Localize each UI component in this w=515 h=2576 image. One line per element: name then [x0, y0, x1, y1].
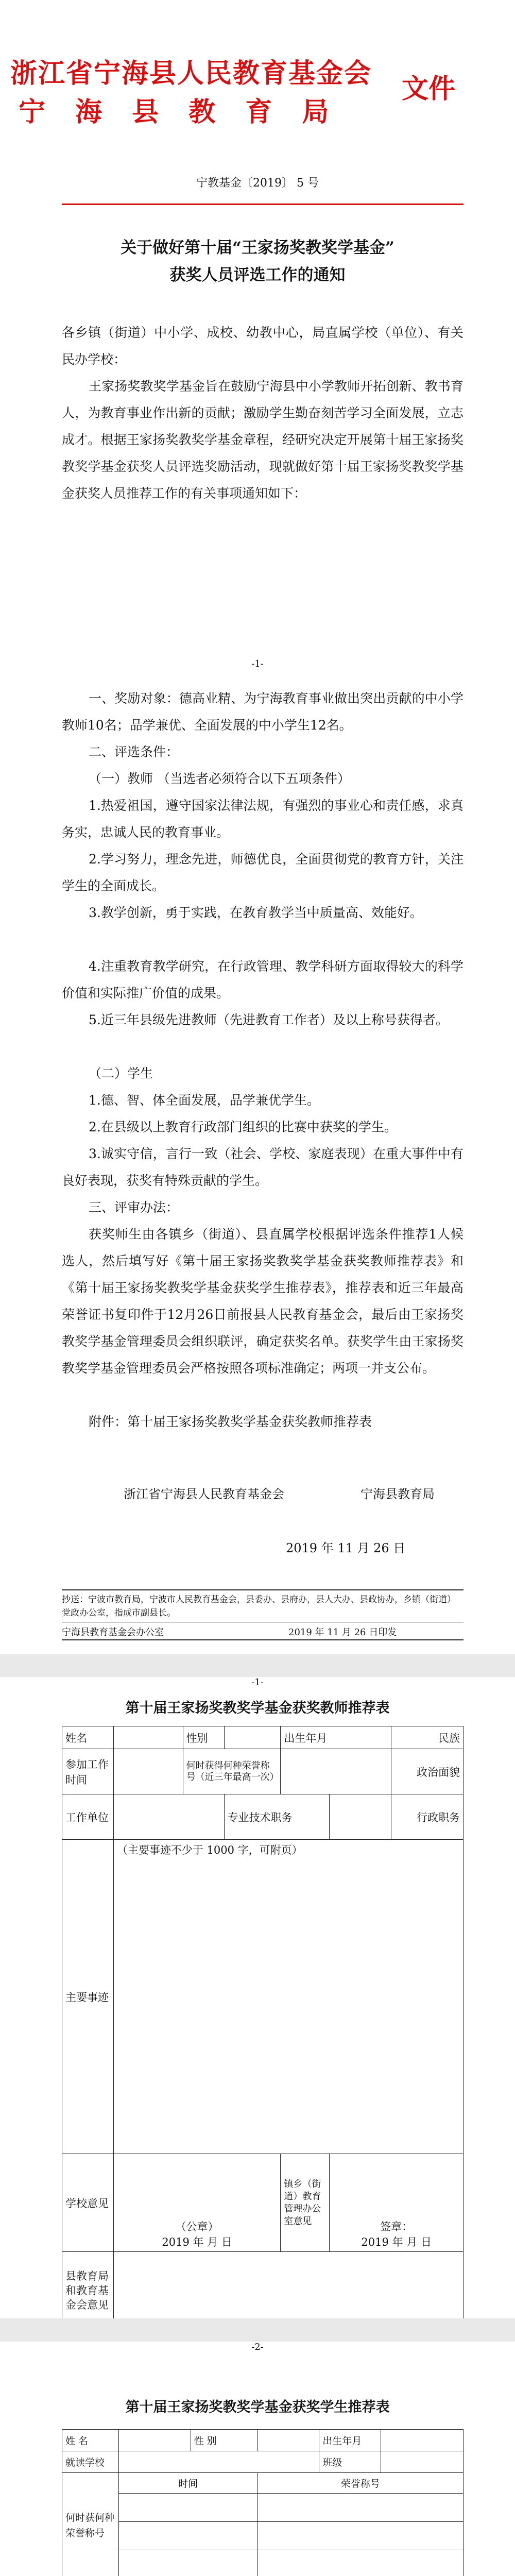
- page-gap: [0, 2318, 515, 2342]
- cc-line: 抄送：宁波市教育局，宁波市人民教育基金会，县委办、县府办，县人大办、县政协办，乡镇（街道）党政办公室，指成市副县长。: [62, 1595, 456, 1618]
- work-start-label: 参加工作时间: [62, 1749, 114, 1794]
- admin-label: 行政职务: [391, 1794, 464, 1840]
- birth-label: 出生年月: [319, 2430, 381, 2451]
- honor-name-cell[interactable]: [258, 2550, 464, 2576]
- page-marker: -1-: [251, 1677, 264, 1688]
- time-header: 时间: [118, 2473, 258, 2494]
- school-label: 就读学校: [62, 2451, 119, 2473]
- birth-value[interactable]: [381, 2430, 464, 2451]
- intro-paragraph: 王家扬奖教奖学基金旨在鼓励宁海县中小学教师开拓创新、教书育人，为教育事业作出新的贡献；激励学生勤奋刻苦学习全面发展，立志成才。根据王家扬奖教奖学基金章程，经研究决定开展第十届王家扬奖教奖学基金获奖人员评选奖励活动，现就做好第十届王家扬奖教奖学基金获奖人员推荐工作的有关事项通知如下：: [62, 379, 464, 501]
- honor-header: 荣誉称号: [258, 2473, 464, 2494]
- issuer-line-1: 浙江省宁海县人民教育基金会: [10, 58, 372, 89]
- page-marker: -1-: [251, 658, 264, 669]
- political-label: 政治面貌: [391, 1749, 464, 1794]
- honor-name-cell[interactable]: [258, 2494, 464, 2522]
- deeds-label: 主要事迹: [62, 1840, 114, 2154]
- honor-time-cell[interactable]: [118, 2550, 258, 2576]
- student-condition-2: 2.在县级以上教育行政部门组织的比赛中获奖的学生。: [89, 1120, 397, 1134]
- review-paragraph: 获奖师生由各镇乡（街道）、县直属学校根据评选条件推荐1人候选人，然后填写好《第十届王家扬奖教奖学基金获奖教师推荐表》和《第十届王家扬奖教奖学基金获奖学生推荐表》，推荐表和近三年最高荣誉证书复印件于12月26日前报县人民教育基金会，最后由王家扬奖教奖学基金管理委员会组织联评，确定获奖名单。获奖学生由王家扬奖教奖学基金管理委员会严格按照各项标准确定；两项一并支公布。: [62, 1227, 464, 1376]
- school-value[interactable]: [118, 2451, 319, 2473]
- honor-label: 何时获得何种荣誉称号（近三年最高一次）: [183, 1749, 281, 1794]
- foundation-opinion-label: 县教育局和教育基金会意见: [62, 2252, 114, 2329]
- town-opinion-value[interactable]: [330, 2154, 464, 2252]
- grade-value[interactable]: [381, 2451, 464, 2473]
- grade-label: 班级: [319, 2451, 381, 2473]
- student-form-table: [62, 2429, 464, 2576]
- footer-date: 2019 年 11 月 26 日印发: [288, 1627, 397, 1638]
- section-1: 一、奖励对象：德高业精、为宁海教育事业做出突出贡献的中小学教师10名；品学兼优、全面发展的中小学生12名。: [62, 691, 464, 733]
- school-date: 2019 年 月 日: [162, 2236, 232, 2248]
- salutation: 各乡镇（街道）中小学、成校、幼教中心，局直属学校（单位）、有关民办学校：: [62, 325, 464, 367]
- deeds-note: （主要事迹不少于 1000 字，可附页）: [116, 1844, 303, 1856]
- doc-title-line-1: 关于做好第十届“王家扬奖教奖学基金”: [121, 239, 394, 257]
- seal-label: （公章）: [175, 2221, 219, 2233]
- gender-label: 性 别: [191, 2430, 258, 2451]
- doc-number: 宁教基金〔2019〕 5 号: [196, 177, 319, 190]
- signing-date: 2019 年 11 月 26 日: [286, 1541, 406, 1555]
- gender-value[interactable]: [224, 1726, 281, 1749]
- honor-name-cell[interactable]: [258, 2522, 464, 2550]
- work-start-value[interactable]: [113, 1749, 183, 1794]
- teacher-condition-1: 1.热爱祖国，遵守国家法律法规，有强烈的事业心和责任感，求真务实，忠诚人民的教育事业。: [62, 798, 464, 840]
- birth-label: 出生年月: [281, 1726, 391, 1749]
- honor-time-cell[interactable]: [118, 2494, 258, 2522]
- honor-time-cell[interactable]: [118, 2522, 258, 2550]
- teacher-condition-5: 5.近三年县级先进教师（先进教育工作者）及以上称号获得者。: [89, 1012, 449, 1027]
- name-value[interactable]: [118, 2430, 191, 2451]
- red-rule: [62, 204, 464, 205]
- title-value[interactable]: [330, 1794, 391, 1840]
- school-opinion-value[interactable]: [113, 2154, 281, 2252]
- school-opinion-label: 学校意见: [62, 2154, 114, 2252]
- town-opinion-label: 镇乡（街道）教育管理办公室意见: [281, 2154, 330, 2252]
- student-form-title: 第十届王家扬奖教奖学基金获奖学生推荐表: [125, 2399, 390, 2415]
- gender-label: 性别: [183, 1726, 224, 1749]
- section-3-heading: 三、评审办法：: [89, 1200, 179, 1215]
- name-value[interactable]: [113, 1726, 183, 1749]
- student-condition-3: 3.诚实守信，言行一致（社会、学校、家庭表现）在重大事件中有良好表现，获奖有特殊贡献的学生。: [62, 1146, 464, 1188]
- name-label: 姓名: [62, 1726, 114, 1749]
- doc-title-line-2: 获奖人员评选工作的通知: [169, 266, 346, 284]
- gender-value[interactable]: [258, 2430, 319, 2451]
- teacher-form-title: 第十届王家扬奖教奖学基金获奖教师推荐表: [125, 1700, 390, 1716]
- section-2b-heading: （二）学生: [89, 1066, 153, 1081]
- page-three: [0, 2342, 515, 2576]
- attachment-line: 附件：第十届王家扬奖教奖学基金获奖教师推荐表: [89, 1414, 372, 1429]
- footer-org: 宁海县教育基金会办公室: [62, 1627, 164, 1638]
- honor-label: 何时获何种荣誉称号: [62, 2473, 119, 2576]
- town-date: 2019 年 月 日: [361, 2236, 432, 2248]
- section-2-heading: 二、评选条件：: [89, 744, 179, 759]
- signer-foundation: 浙江省宁海县人民教育基金会: [124, 1487, 284, 1501]
- teacher-condition-4: 4.注重教育教学研究，在行政管理、教学科研方面取得较大的科学价值和实际推广价值的成果。: [62, 959, 464, 1001]
- deeds-value[interactable]: [113, 1840, 463, 2154]
- doc-suffix: 文件: [402, 74, 456, 105]
- page-two: [0, 1677, 515, 2318]
- section-2a-heading: （一）教师 （当选者必须符合以下五项条件）: [89, 771, 350, 786]
- page-gap: [0, 1654, 515, 1677]
- honor-value[interactable]: [281, 1749, 391, 1794]
- unit-value[interactable]: [113, 1794, 224, 1840]
- cc-rule-top: [62, 1589, 464, 1590]
- sign-label: 签章：: [380, 2221, 413, 2233]
- signer-bureau: 宁海县教育局: [360, 1487, 435, 1501]
- page-marker: -2-: [251, 2342, 264, 2352]
- foundation-opinion-value[interactable]: [113, 2252, 463, 2329]
- title-label: 专业技术职务: [224, 1794, 330, 1840]
- teacher-condition-2: 2.学习努力，理念先进，师德优良，全面贯彻党的教育方针，关注学生的全面成长。: [62, 852, 464, 893]
- teacher-condition-3: 3.教学创新，勇于实践，在教育教学当中质量高、效能好。: [89, 905, 423, 920]
- issuer-line-2: 宁 海 县 教 育 局: [19, 97, 339, 128]
- name-label: 姓 名: [62, 2430, 119, 2451]
- ethnicity-label: 民族: [391, 1726, 464, 1749]
- student-condition-1: 1.德、智、体全面发展，品学兼优学生。: [89, 1093, 320, 1108]
- unit-label: 工作单位: [62, 1794, 114, 1840]
- cc-rule-bottom: [62, 1639, 464, 1640]
- teacher-form-table: [62, 1726, 464, 2329]
